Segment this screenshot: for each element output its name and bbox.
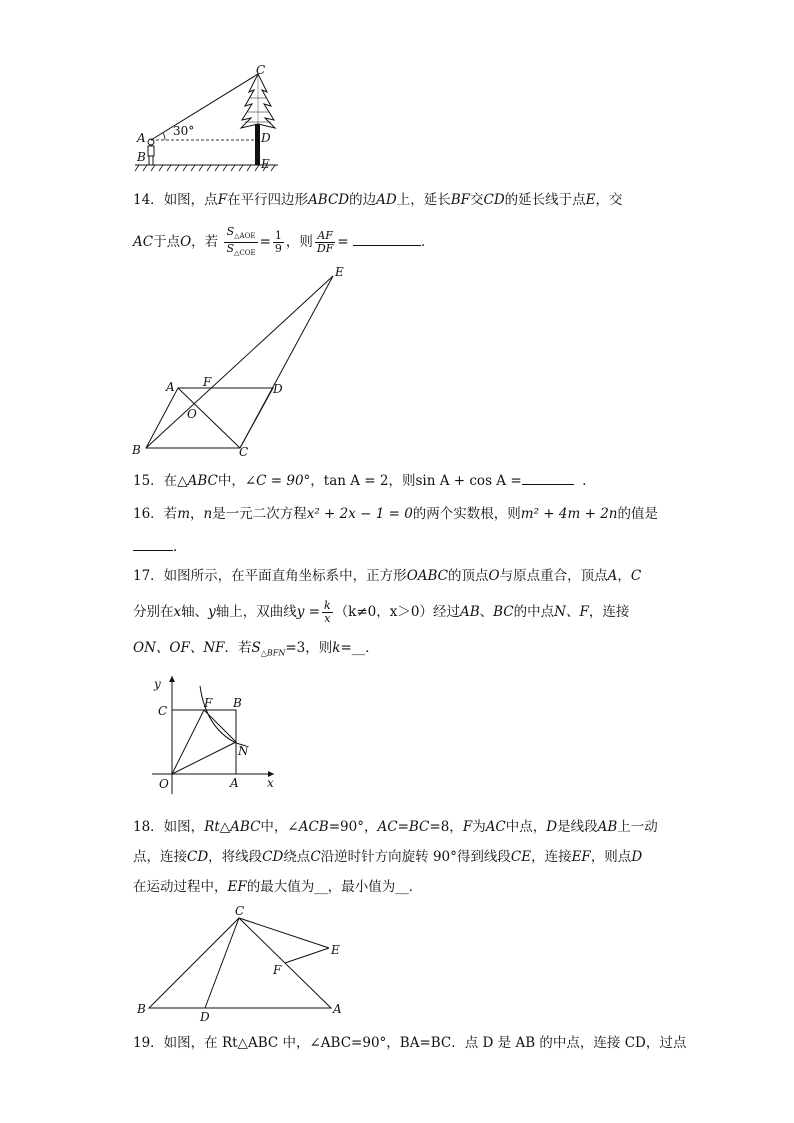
q14-line1: 14．如图，点F在平行四边形ABCD的边AD上，延长BF交CD的延长线于点E，交 — [133, 192, 623, 208]
line-ON — [172, 742, 236, 774]
answer-blank-q15[interactable] — [522, 472, 574, 485]
square-OABC — [172, 710, 236, 774]
label-C: C — [158, 704, 168, 718]
figure-13-tree — [133, 62, 283, 178]
triangle-ABC — [149, 918, 331, 1008]
label-B: B — [137, 150, 146, 164]
line-EF — [285, 948, 329, 963]
line-CE — [239, 918, 329, 948]
label-D: D — [261, 131, 271, 145]
q17-line1: 17．如图所示，在平面直角坐标系中，正方形OABC的顶点O与原点重合，顶点A，C — [133, 568, 642, 584]
q14-line2: AC于点O，若 $\frac{S_{\triangle AOE}}{S_{\triangle COE}}$ = $\frac{1}{9}$ ，则 $\frac{AF}{DF}$ = ． — [133, 225, 435, 258]
q17-line3: ON、OF、NF．若$S_{\triangle BFN}=3$，则k=__． — [133, 640, 379, 658]
q18-line1: 18．如图，Rt△ABC中，∠ACB=90°，AC=BC=8，F为AC中点，D是线段AB上一动 — [133, 819, 658, 835]
af-df-fraction: $\frac{AF}{DF}$ — [316, 229, 334, 256]
label-E: E — [331, 943, 340, 957]
figure-17-coordinate-square — [150, 668, 285, 798]
angle-label: 30° — [173, 124, 195, 138]
q18-line3: 在运动过程中，EF的最大值为__，最小值为__． — [133, 879, 423, 895]
figure-18-triangle — [133, 902, 353, 1027]
line-BE — [146, 276, 333, 448]
label-C: C — [235, 904, 245, 918]
answer-blank-q16[interactable] — [133, 538, 173, 551]
label-B: B — [132, 443, 141, 457]
sight-line — [151, 74, 258, 140]
q15-line: 15．在△ABC中，∠C = 90°，tan A = 2，则sin A + cos A = ． — [133, 473, 596, 489]
angle-arc — [163, 133, 165, 140]
label-A: A — [166, 380, 175, 394]
q19-line: 19．如图，在 Rt△ABC 中，∠ABC=90°，BA=BC．点 D 是 AB 的中点，连接 CD，过点 — [133, 1035, 687, 1051]
figure-14-parallelogram — [128, 262, 358, 462]
hyperbola-curve — [200, 686, 246, 746]
label-A: A — [333, 1002, 342, 1016]
line-OF — [172, 710, 204, 774]
q16-line1: 16．若m，n是一元二次方程x² + 2x − 1 = 0的两个实数根，则m² + 4m + 2n的值是 — [133, 506, 658, 522]
label-A: A — [230, 776, 239, 790]
q18-line2: 点，连接CD，将线段CD绕点C沿逆时针方向旋转 90°得到线段CE，连接EF，则点D — [133, 849, 643, 865]
one-ninth-fraction: $\frac{1}{9}$ — [274, 229, 282, 256]
label-C: C — [256, 63, 266, 77]
k-over-x-fraction: $\frac{k}{x}$ — [324, 599, 331, 625]
label-x: x — [267, 776, 274, 790]
label-F: F — [203, 375, 212, 389]
line-CE — [240, 276, 333, 448]
label-N: N — [238, 744, 249, 758]
label-O: O — [159, 777, 169, 791]
label-C: C — [239, 445, 249, 459]
q17-line2: 分别在x轴、y轴上，双曲线y = $\frac{k}{x}$ （k≠0，x＞0）经过AB、BC的中点N、F，连接 — [133, 599, 630, 625]
label-D: D — [200, 1010, 210, 1024]
label-E: E — [335, 265, 344, 279]
label-B: B — [233, 696, 242, 710]
label-B: B — [137, 1002, 146, 1016]
tree-trunk — [255, 124, 260, 165]
area-ratio-fraction: $\frac{S_{\triangle AOE}}{S_{\triangle COE}}$ — [226, 225, 256, 258]
label-E: E — [261, 157, 270, 171]
label-F: F — [204, 696, 213, 710]
line-CD — [205, 918, 239, 1008]
label-F: F — [273, 963, 282, 977]
label-O: O — [187, 407, 197, 421]
label-A: A — [137, 131, 146, 145]
person-icon — [148, 139, 154, 165]
label-y: y — [154, 677, 161, 691]
label-D: D — [273, 382, 283, 396]
y-axis-arrow — [169, 676, 175, 682]
ground-hatching — [135, 165, 275, 171]
answer-blank-q14[interactable] — [353, 233, 421, 246]
q16-line2: ． — [133, 538, 187, 556]
